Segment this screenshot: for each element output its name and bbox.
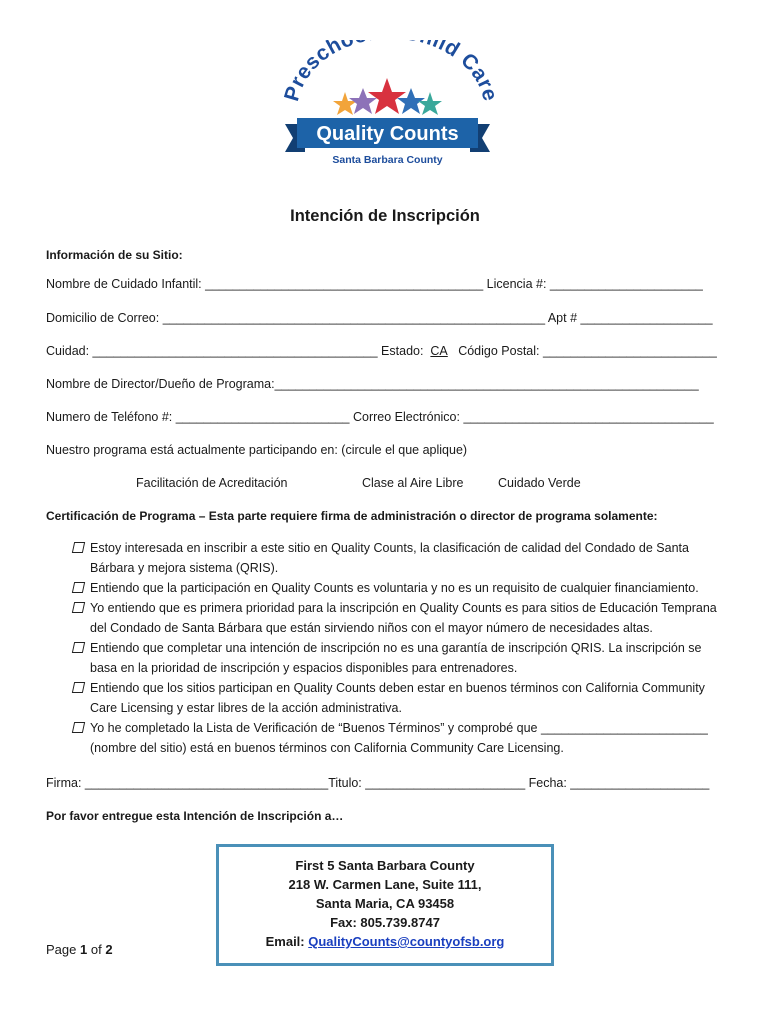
logo-sub-text: Santa Barbara County <box>332 154 443 166</box>
contact-email-row <box>219 932 551 951</box>
contact-street: 218 W. Carmen Lane, Suite 111, <box>288 877 482 892</box>
logo-banner-text: Quality Counts <box>316 123 459 145</box>
certification-item-text: Entiendo que los sitios participan en Quality Counts deben estar en buenos términos con California Community <box>90 681 705 695</box>
star-icon <box>368 78 406 114</box>
city-line-label: Cuidad: _________________________________________ Estado: <box>46 344 424 358</box>
checkbox-icon[interactable] <box>72 602 85 613</box>
checkbox-icon[interactable] <box>72 642 85 653</box>
page-indicator <box>46 942 113 958</box>
phone-email-line[interactable]: Numero de Teléfono #: _________________________ Correo Electrónico: ____________________________________ <box>46 410 714 424</box>
checkbox-icon[interactable] <box>72 722 85 733</box>
certification-item-text: Care Licensing y estar libres de la acción administrativa. <box>90 701 402 715</box>
certification-item-text: Entiendo que la participación en Quality Counts es voluntaria y no es un requisito de cualquier financiamiento. <box>90 581 699 595</box>
quality-counts-logo-graphic <box>275 40 500 170</box>
certification-item <box>90 638 740 678</box>
checkbox-icon[interactable] <box>72 682 85 693</box>
city-state-zip-line[interactable] <box>46 343 717 359</box>
page-title: Intención de Inscripción <box>290 207 480 225</box>
certification-list <box>90 538 740 758</box>
certification-item-text: Yo entiendo que es primera prioridad para la inscripción en Quality Counts es para sitios de Educación Temprana <box>90 601 717 615</box>
certification-item <box>90 718 740 758</box>
certification-heading: Certificación de Programa – Esta parte requiere firma de administración o director de programa solamente: <box>46 509 658 523</box>
submit-instructions: Por favor entregue esta Intención de Inscripción a… <box>46 809 344 823</box>
option-outdoor-class[interactable]: Clase al Aire Libre <box>362 476 464 490</box>
certification-item <box>90 678 740 718</box>
page-of: of <box>90 942 102 957</box>
logo <box>275 40 500 170</box>
mailing-address-line[interactable]: Domicilio de Correo: _______________________________________________________ Apt # ___________________ <box>46 311 713 325</box>
checkbox-icon[interactable] <box>72 582 85 593</box>
contact-email-label: Email: <box>265 934 305 949</box>
zip-line-label: Código Postal: _________________________ <box>458 344 717 358</box>
certification-item-text: basa en la prioridad de inscripción y espacios disponibles para entrenadores. <box>90 661 518 675</box>
signature-title-date-line[interactable]: Firma: ___________________________________Titulo: _______________________ Fecha: ____________________ <box>46 776 710 790</box>
contact-city: Santa Maria, CA 93458 <box>315 896 455 911</box>
site-info-heading: Información de su Sitio: <box>46 248 183 262</box>
certification-item-text: Entiendo que completar una intención de inscripción no es una garantía de inscripción QRIS. La inscripción se <box>90 641 702 655</box>
option-green-care[interactable]: Cuidado Verde <box>498 476 581 490</box>
star-icons <box>333 78 442 115</box>
page-total: 2 <box>105 942 113 957</box>
star-icon <box>349 88 377 114</box>
participation-prompt: Nuestro programa está actualmente participando en: (circule el que aplique) <box>46 443 468 457</box>
contact-email-link[interactable]: QualityCounts@countyofsb.org <box>308 934 505 949</box>
page-prefix: Page <box>46 942 77 957</box>
certification-item <box>90 598 740 638</box>
checkbox-icon[interactable] <box>72 542 85 553</box>
star-icon <box>418 92 442 115</box>
contact-box <box>216 844 554 966</box>
certification-item-text: del Condado de Santa Bárbara que están sirviendo niños con el mayor número de necesidades altas. <box>90 621 653 635</box>
star-icon <box>333 92 357 115</box>
certification-item <box>90 578 740 598</box>
certification-item-text: (nombre del sitio) está en buenos términos con California Community Care Licensing. <box>90 741 564 755</box>
page-number: 1 <box>80 942 88 957</box>
certification-item-text: Yo he completado la Lista de Verificación de “Buenos Términos” y comprobé que ________________________ <box>90 721 708 735</box>
certification-item-text: Estoy interesada en inscribir a este sitio en Quality Counts, la clasificación de calidad del Condado de Santa <box>90 541 689 555</box>
childcare-name-license-line[interactable]: Nombre de Cuidado Infantil: ________________________________________ Licencia #: ______________________ <box>46 277 703 291</box>
certification-item-text: Bárbara y mejora sistema (QRIS). <box>90 561 279 575</box>
certification-item <box>90 538 740 578</box>
logo-arc-text: Prescho ild Care <box>280 40 500 104</box>
option-accreditation[interactable]: Facilitación de Acreditación <box>136 476 288 490</box>
contact-fax: Fax: 805.739.8747 <box>330 915 440 930</box>
contact-name: First 5 Santa Barbara County <box>295 858 475 873</box>
state-value: CA <box>430 344 448 358</box>
director-owner-line[interactable]: Nombre de Director/Dueño de Programa:_____________________________________________________________ <box>46 377 699 391</box>
